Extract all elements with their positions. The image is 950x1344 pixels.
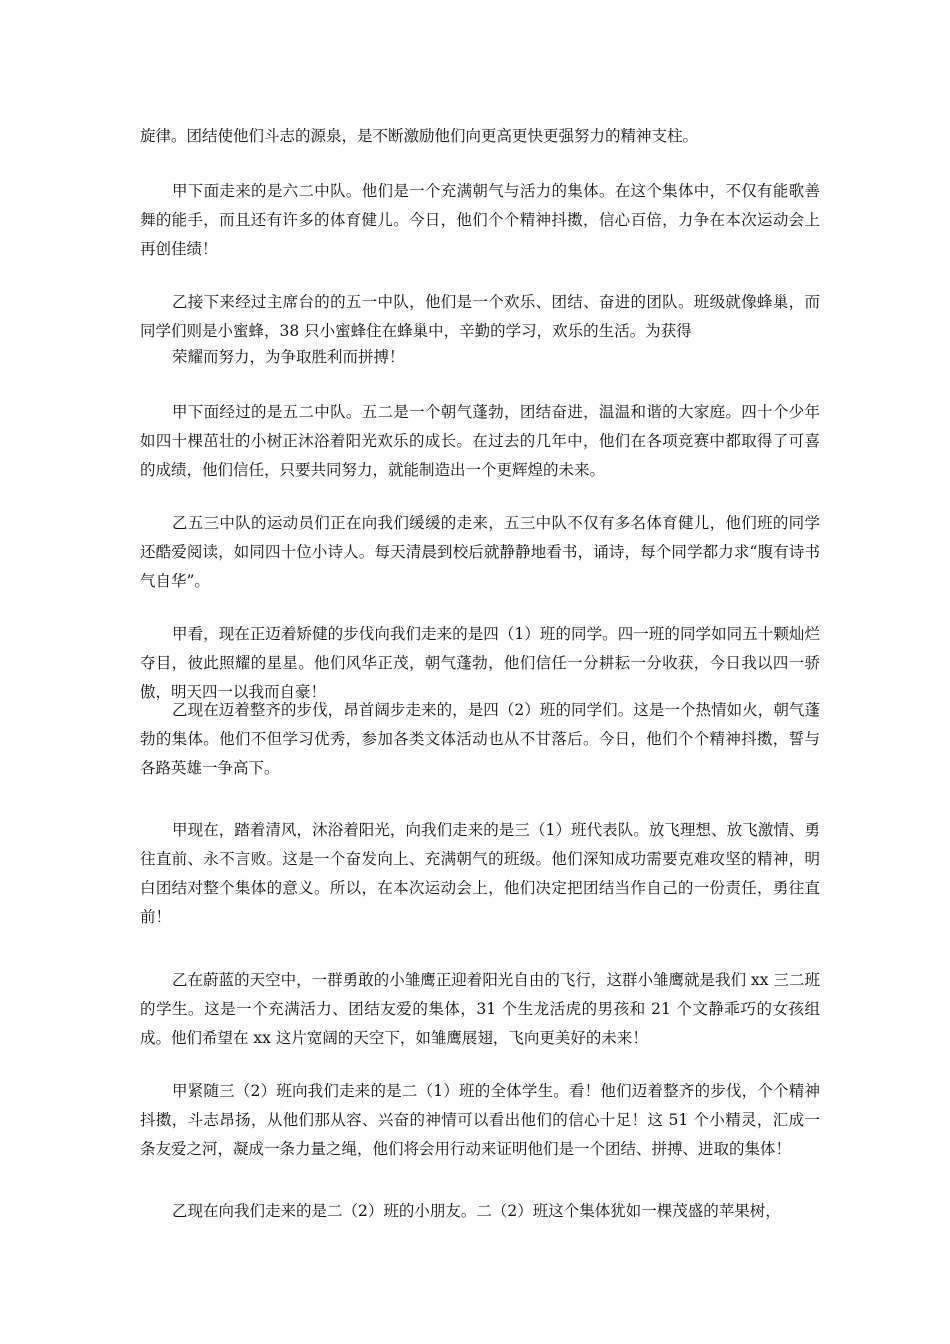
paragraph-class-4-2: 乙现在迈着整齐的步伐，昂首阔步走来的，是四（2）班的同学们。这是一个热情如火，朝气蓬勃的集体。他们不但学习优秀，参加各类文体活动也从不甘落后。今日，他们个个精神抖擞，誓与各路英雄一争高下。 [140, 701, 820, 777]
paragraph-class-4-1: 甲看，现在正迈着矫健的步伐向我们走来的是四（1）班的同学。四一班的同学如同五十颗灿烂夺目，彼此照耀的星星。他们风华正茂，朝气蓬勃，他们信任一分耕耘一分收获，今日我以四一骄傲，明天四一以我而自豪！ [140, 625, 820, 701]
paragraph-class-2-1: 甲紧随三（2）班向我们走来的是二（1）班的全体学生。看！他们迈着整齐的步伐，个个精神抖擞，斗志昂扬，从他们那从容、兴奋的神情可以看出他们的信心十足！这 51 个小精灵，汇成一条友爱之河，凝成一条力量之绳，他们将会用行动来证明他们是一个团结、拼搏、进取的集体！ [140, 1082, 820, 1158]
paragraph-continuation: 旋律。团结使他们斗志的源泉，是不断激励他们向更高更快更强努力的精神支柱。 [140, 127, 699, 145]
paragraph-wusan-team: 乙五三中队的运动员们正在向我们缓缓的走来，五三中队不仅有多名体育健儿，他们班的同学还酷爱阅读，如同四十位小诗人。每天清晨到校后就静静地看书，诵诗，每个同学都力求“腹有诗书气自华”。 [140, 514, 820, 590]
paragraph-class-3-2: 乙在蔚蓝的天空中，一群勇敢的小雏鹰正迎着阳光自由的飞行，这群小雏鹰就是我们 xx 三二班的学生。这是一个充满活力、团结友爱的集体，31 个生龙活虎的男孩和 21 个文静乖巧的女孩组成。他们希望在 xx 这片宽阔的天空下，如雏鹰展翅，飞向更美好的未来！ [140, 971, 820, 1047]
paragraph-wuer-team: 甲下面经过的是五二中队。五二是一个朝气蓬勃，团结奋进，温温和谐的大家庭。四十个少年如四十棵茁壮的小树正沐浴着阳光欢乐的成长。在过去的几年中，他们在各项竞赛中都取得了可喜的成绩，他们信任，只要共同努力，就能制造出一个更辉煌的未来。 [140, 403, 820, 479]
paragraph-class-2-2: 乙现在向我们走来的是二（2）班的小朋友。二（2）班这个集体犹如一棵茂盛的苹果树， [172, 1202, 781, 1220]
paragraph-wuyi-team-end: 荣耀而努力，为争取胜利而拼搏！ [172, 348, 405, 366]
paragraph-liuer-team: 甲下面走来的是六二中队。他们是一个充满朝气与活力的集体。在这个集体中，不仅有能歌善舞的能手，而且还有许多的体育健儿。今日，他们个个精神抖擞，信心百倍，力争在本次运动会上再创佳绩！ [140, 182, 820, 258]
paragraph-class-3-1: 甲现在，踏着清风，沐浴着阳光，向我们走来的是三（1）班代表队。放飞理想、放飞激情、勇往直前、永不言败。这是一个奋发向上、充满朝气的班级。他们深知成功需要克难攻坚的精神，明白团结对整个集体的意义。所以，在本次运动会上，他们决定把团结当作自己的一份责任，勇往直前！ [140, 821, 820, 926]
paragraph-wuyi-team: 乙接下来经过主席台的的五一中队，他们是一个欢乐、团结、奋进的团队。班级就像蜂巢，而同学们则是小蜜蜂，38 只小蜜蜂住在蜂巢中，辛勤的学习，欢乐的生活。为获得 [140, 293, 820, 340]
